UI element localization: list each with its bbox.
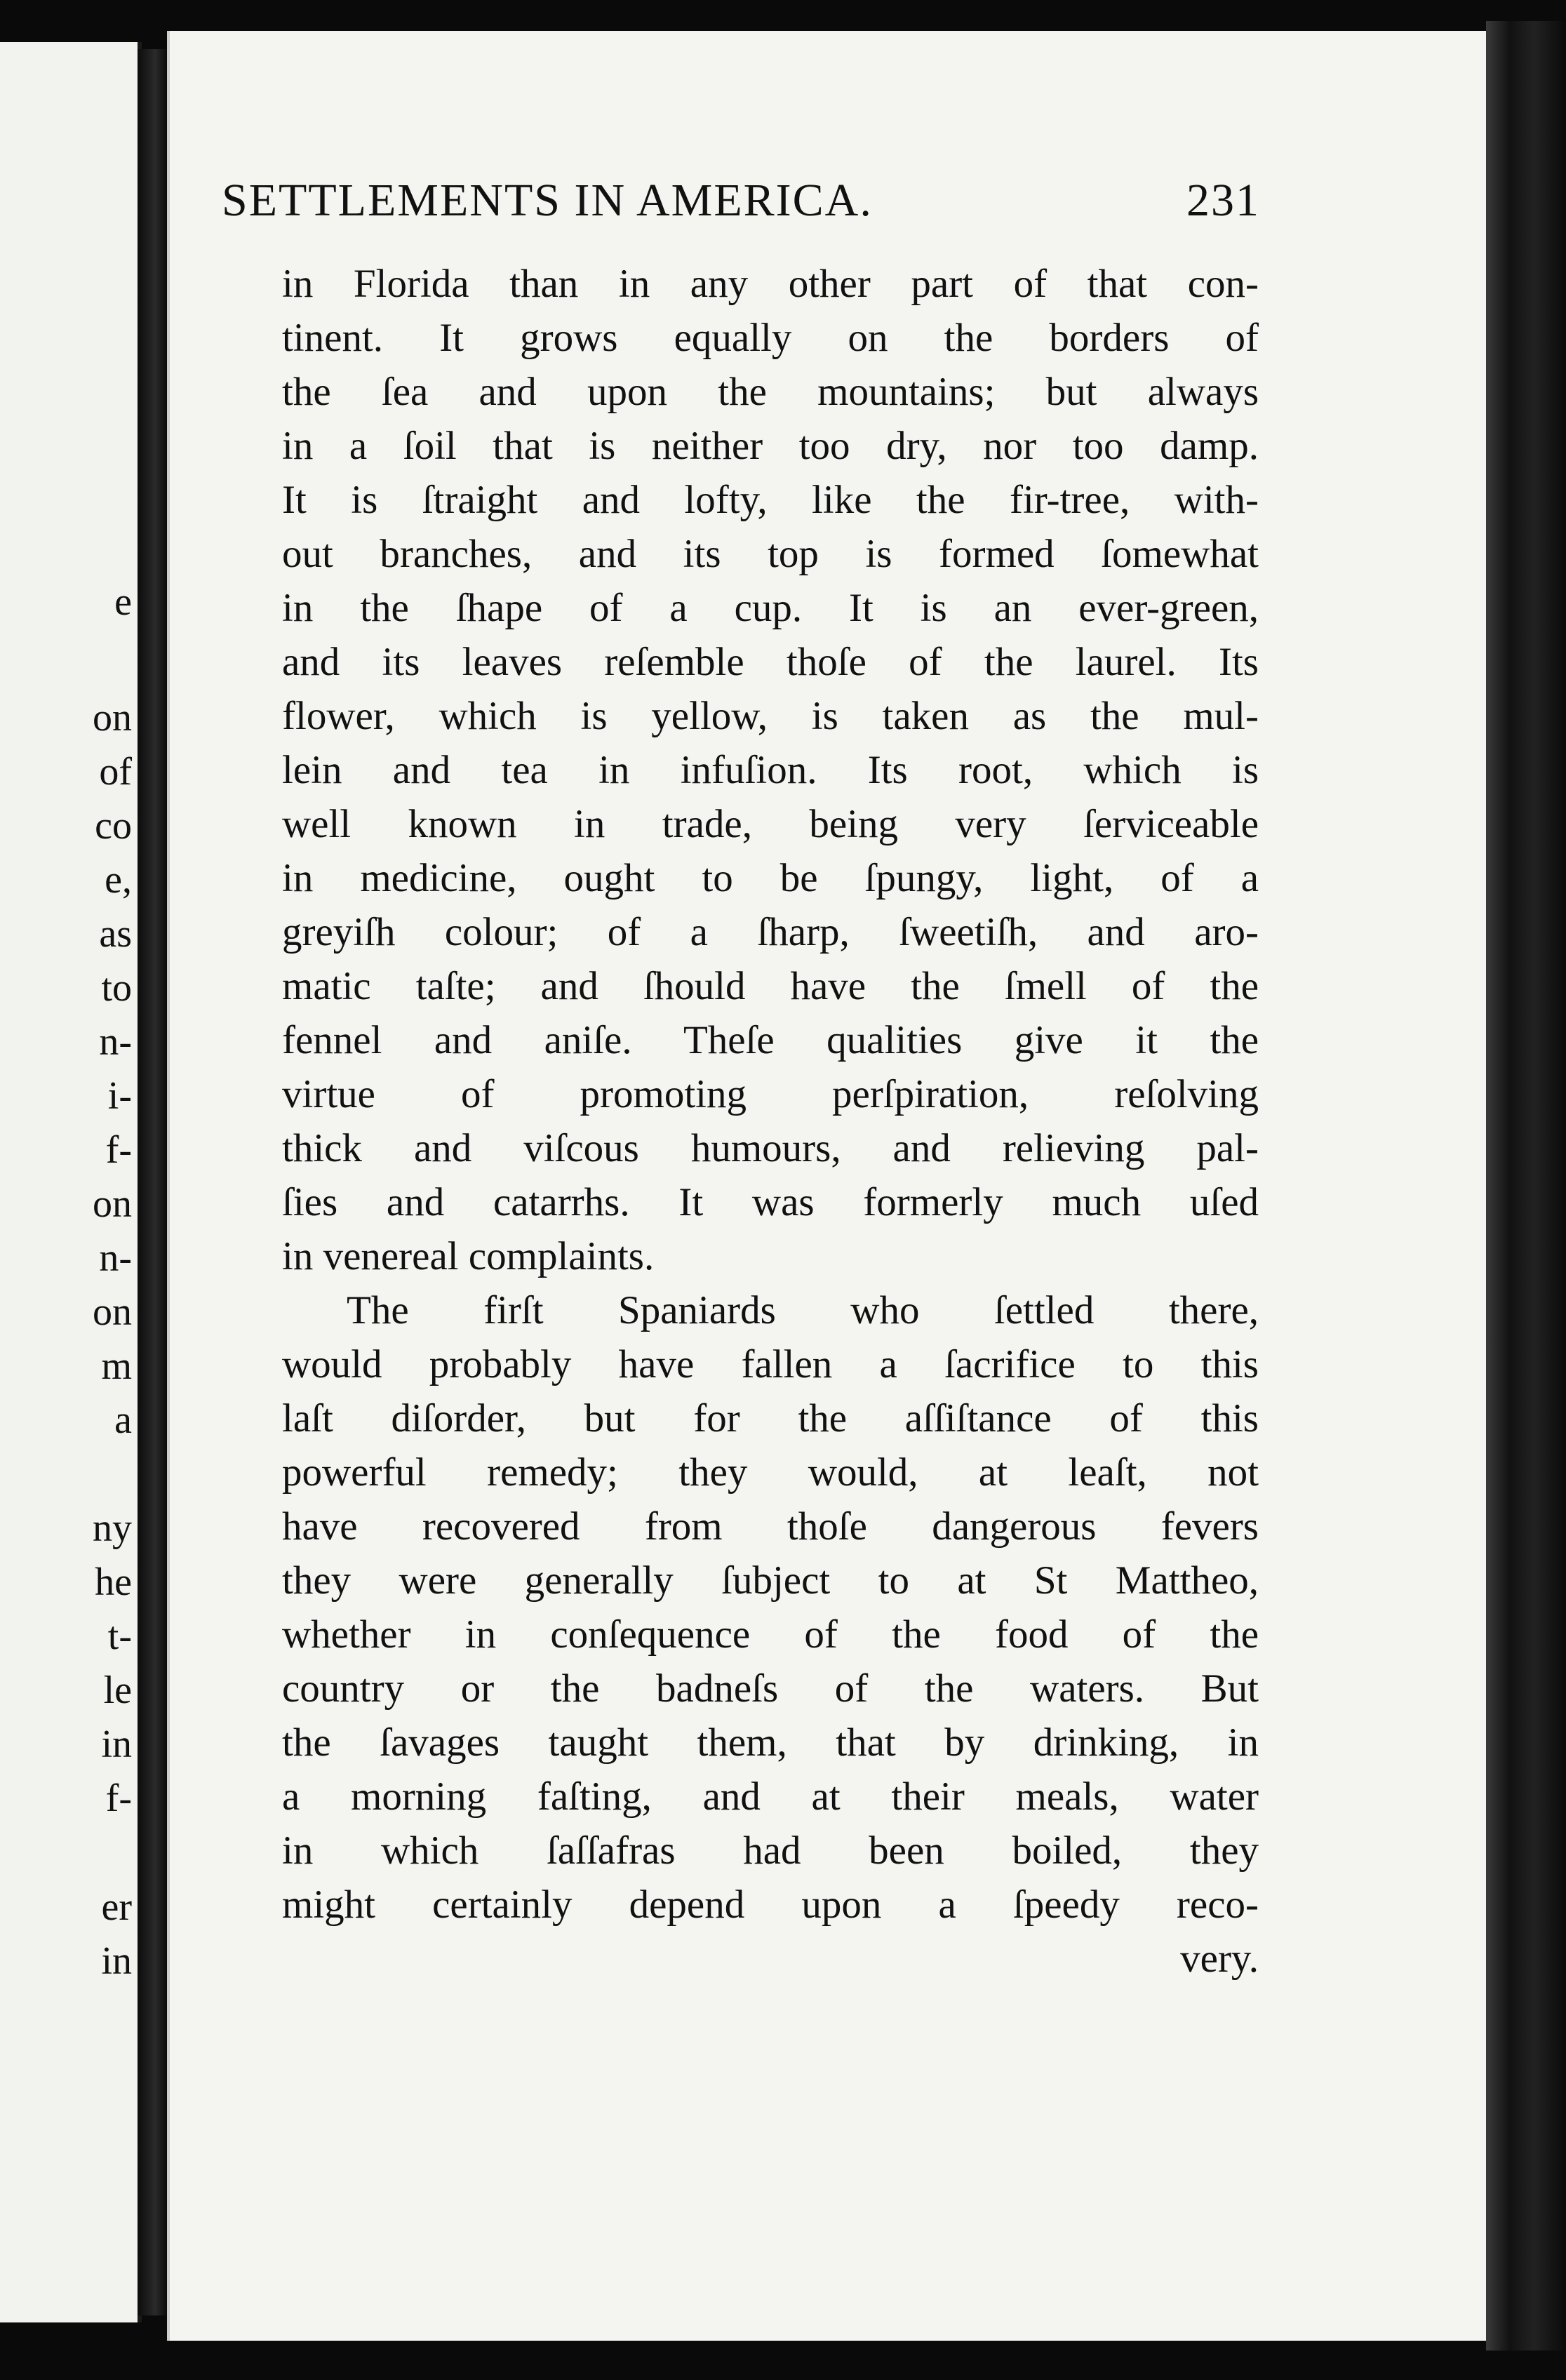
facing-page-fragment: a <box>114 1398 132 1442</box>
facing-page-fragment: in <box>101 1939 132 1983</box>
text-line: ſies and catarrhs. It was formerly much uſed <box>282 1180 1259 1224</box>
facing-page-fragment: f- <box>105 1128 132 1172</box>
book-gutter <box>138 49 167 2315</box>
facing-page-fragment: of <box>99 750 132 794</box>
text-line: have recovered from thoſe dangerous fevers <box>282 1504 1259 1549</box>
text-line: in Florida than in any other part of that con- <box>282 262 1259 306</box>
text-line: in which ſaſſafras had been boiled, they <box>282 1829 1259 1873</box>
text-line: the ſea and upon the mountains; but always <box>282 370 1259 414</box>
facing-page-fragment: as <box>99 912 132 956</box>
facing-page-fragment: n- <box>99 1236 132 1280</box>
running-title: SETTLEMENTS IN AMERICA. <box>222 175 873 226</box>
facing-page-fragment: e <box>114 580 132 624</box>
facing-page-fragment: le <box>103 1669 132 1712</box>
text-line: It is ſtraight and lofty, like the fir-tree, with- <box>282 478 1259 522</box>
body-text <box>282 257 1259 1986</box>
text-line: out branches, and its top is formed ſomewhat <box>282 532 1259 576</box>
facing-page-fragment: on <box>93 696 132 740</box>
text-line: powerful remedy; they would, at leaſt, not <box>282 1450 1259 1495</box>
facing-page-fragment: m <box>101 1344 132 1388</box>
facing-page-left <box>0 42 142 2322</box>
facing-page-fragment: i- <box>107 1074 132 1118</box>
facing-page-fragment: er <box>101 1885 132 1929</box>
facing-page-fragment: e, <box>105 858 132 902</box>
text-line: might certainly depend upon a ſpeedy reco- <box>282 1883 1259 1927</box>
page-edge <box>1486 21 1566 2351</box>
running-header <box>222 174 1260 227</box>
text-line: lein and tea in infuſion. Its root, which is <box>282 748 1259 792</box>
text-line: virtue of promoting perſpiration, reſolving <box>282 1072 1259 1116</box>
text-line: tinent. It grows equally on the borders of <box>282 316 1259 360</box>
text-line: they were generally ſubject to at St Mattheo, <box>282 1558 1259 1603</box>
text-line: matic taſte; and ſhould have the ſmell of the <box>282 964 1259 1008</box>
text-line: would probably have fallen a ſacrifice to this <box>282 1342 1259 1386</box>
text-line: flower, which is yellow, is taken as the mul- <box>282 694 1259 738</box>
text-line: the ſavages taught them, that by drinking, in <box>282 1720 1259 1765</box>
facing-page-fragment: n- <box>99 1020 132 1064</box>
facing-page-fragment: he <box>95 1560 132 1604</box>
page-number: 231 <box>1186 175 1260 226</box>
text-line: and its leaves reſemble thoſe of the laurel. Its <box>282 640 1259 684</box>
text-line: fennel and aniſe. Theſe qualities give it the <box>282 1018 1259 1062</box>
facing-page-fragment: co <box>95 804 132 848</box>
facing-page-fragment: on <box>93 1182 132 1226</box>
text-line: in medicine, ought to be ſpungy, light, of a <box>282 856 1259 900</box>
text-line: in a ſoil that is neither too dry, nor too damp. <box>282 424 1259 468</box>
text-line: greyiſh colour; of a ſharp, ſweetiſh, and aro- <box>282 910 1259 954</box>
text-line: whether in conſequence of the food of the <box>282 1612 1259 1657</box>
text-line: in the ſhape of a cup. It is an ever-green, <box>282 586 1259 630</box>
text-line: The firſt Spaniards who ſettled there, <box>347 1288 1259 1332</box>
facing-page-fragment: ny <box>93 1506 132 1550</box>
text-line: in venereal complaints. <box>282 1234 655 1278</box>
text-line: a morning faſting, and at their meals, water <box>282 1774 1259 1819</box>
facing-page-fragment: to <box>101 966 132 1010</box>
text-line: well known in trade, being very ſerviceable <box>282 802 1259 846</box>
facing-page-fragment: in <box>101 1723 132 1766</box>
text-line: country or the badneſs of the waters. But <box>282 1666 1259 1711</box>
facing-page-fragment: f- <box>105 1777 132 1820</box>
text-line: laſt diſorder, but for the aſſiſtance of this <box>282 1396 1259 1440</box>
facing-page-fragment: t- <box>107 1614 132 1658</box>
text-line: thick and viſcous humours, and relieving pal- <box>282 1126 1259 1170</box>
facing-page-fragment: on <box>93 1290 132 1334</box>
catchword: very. <box>1180 1937 1259 1981</box>
